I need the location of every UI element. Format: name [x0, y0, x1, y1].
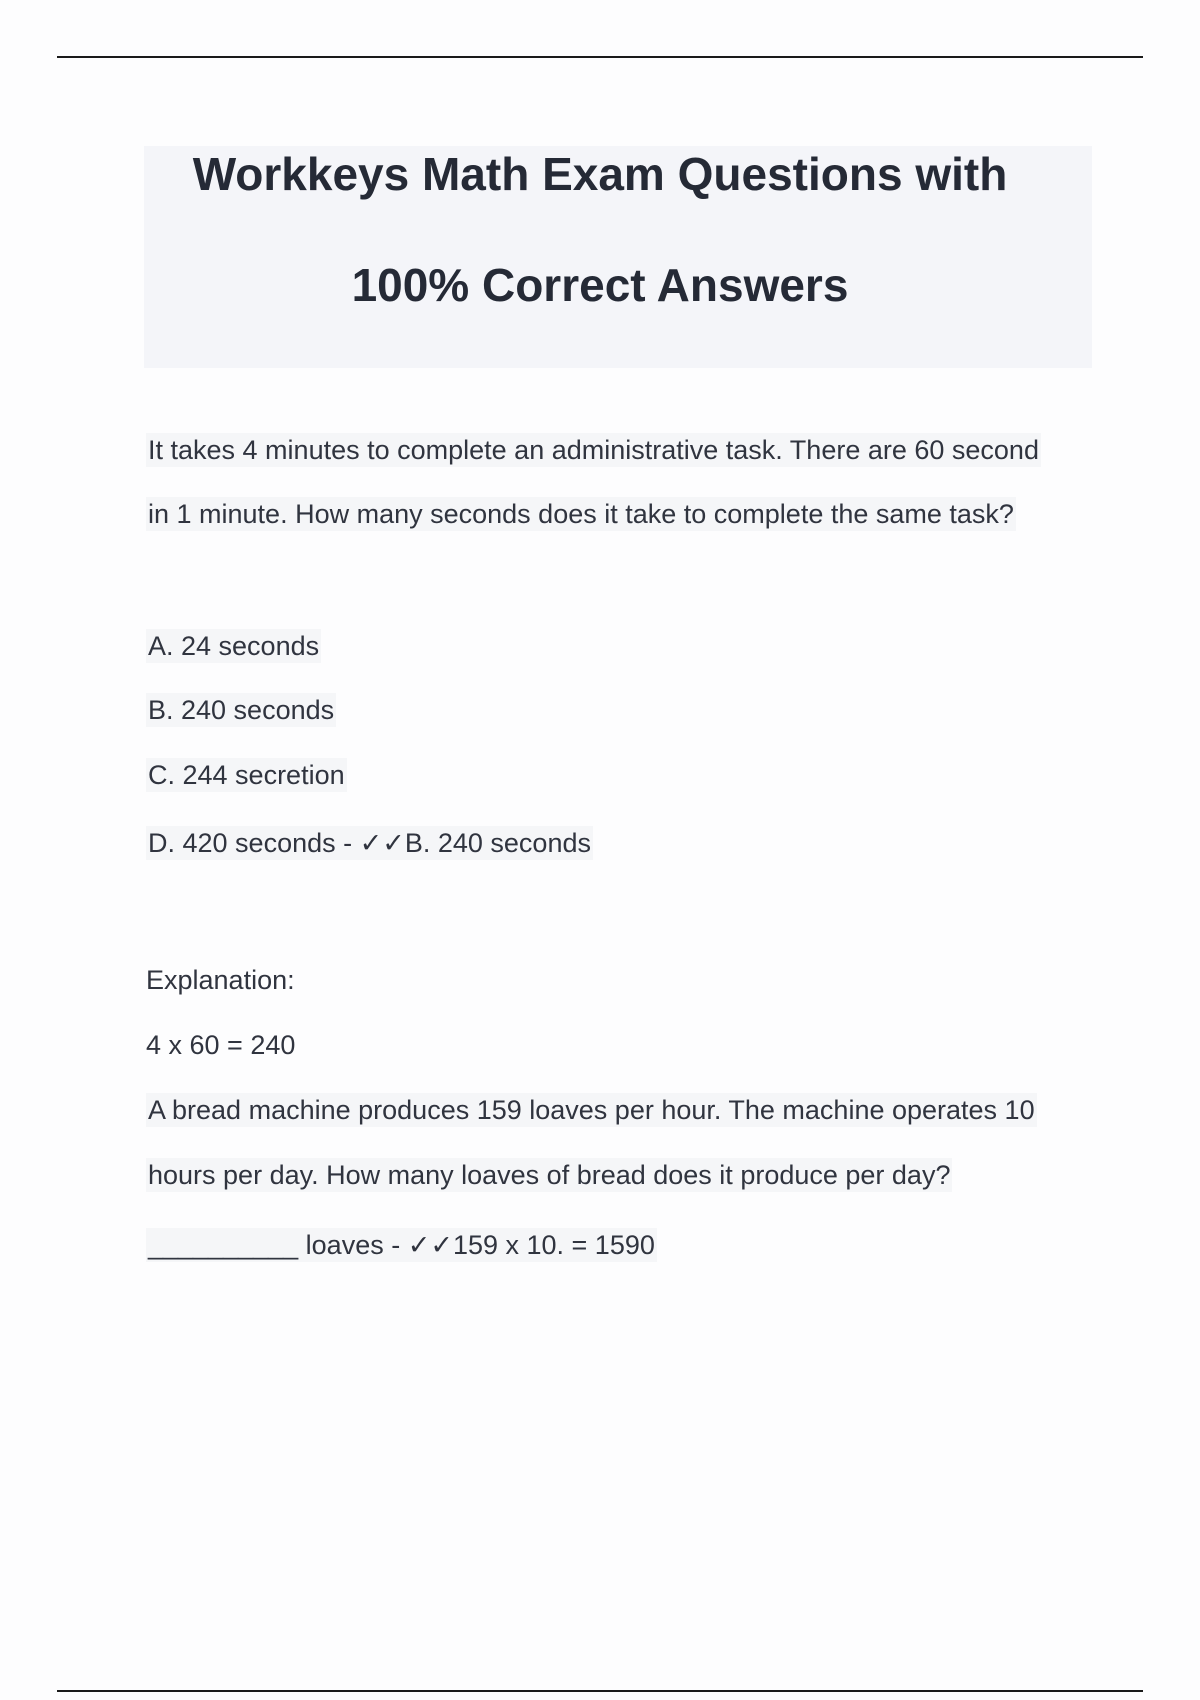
option-c-label: C. 244 secretion	[148, 760, 345, 790]
option-b-label: B. 240 seconds	[148, 695, 335, 725]
header-rule	[57, 56, 1143, 58]
explanation-formula-text: 4 x 60 = 240	[146, 1030, 296, 1060]
explanation-label	[146, 963, 295, 997]
option-a-label: A. 24 seconds	[148, 631, 320, 661]
question-2-text-line-1	[146, 1093, 1037, 1127]
explanation-label-text: Explanation:	[146, 965, 295, 995]
question-2-answer-content: __________ loaves - ✓✓159 x 10. = 1590	[148, 1230, 655, 1260]
question-1-text-line-2-content: in 1 minute. How many seconds does it take to complete the same task?	[148, 499, 1014, 529]
option-b	[146, 693, 336, 727]
question-2-text-line-1-content: A bread machine produces 159 loaves per hour. The machine operates 10	[148, 1095, 1035, 1125]
question-1-text-line-1-content: It takes 4 minutes to complete an administrative task. There are 60 second	[148, 435, 1039, 465]
explanation-formula	[146, 1028, 295, 1062]
question-2-text-line-2-content: hours per day. How many loaves of bread does it produce per day?	[148, 1160, 951, 1190]
option-d-label: D. 420 seconds - ✓✓B. 240 seconds	[148, 828, 591, 858]
document-title-line-2: 100% Correct Answers	[351, 259, 849, 311]
question-2-text-line-2	[146, 1158, 952, 1192]
option-a	[146, 629, 321, 663]
question-1-text-line-2	[146, 497, 1016, 531]
question-1-text-line-1	[146, 433, 1041, 467]
question-2-answer	[146, 1228, 657, 1262]
document-title-line-1: Workkeys Math Exam Questions with	[192, 148, 1008, 200]
option-d-with-answer	[146, 826, 593, 860]
option-c	[146, 758, 347, 792]
footer-rule	[57, 1690, 1143, 1692]
